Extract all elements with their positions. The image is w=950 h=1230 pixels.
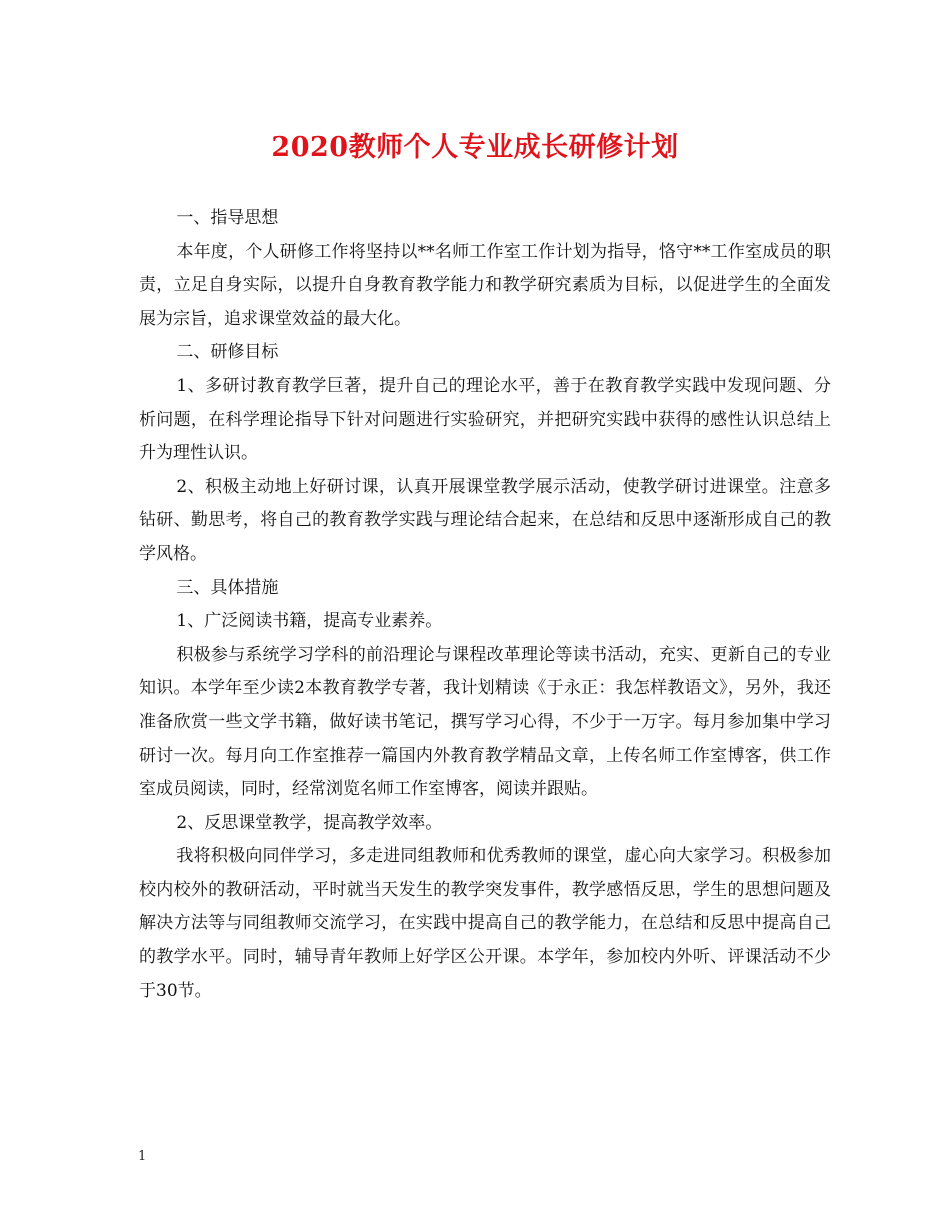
subheading-measure-2: 2、反思课堂教学，提高教学效率。 [176,812,443,833]
paragraph-measure-2: 我将积极向同伴学习，多走进同组教师和优秀教师的课堂，虚心向大家学习。积极参加校内校外的教研活动，平时就当天发生的教学突发事件，教学感悟反思，学生的思想问题及解决方法等与同组教师交流学习，在实践中提高自己的教学能力，在总结和反思中提高自己的教学水平。同时，辅导青年教师上好学区公开课。本学年，参加校内外听、评课活动不少于30节。 [139,846,831,1001]
section-heading-study-goals: 二、研修目标 [176,342,279,363]
paragraph-goal-2: 2、积极主动地上好研讨课，认真开展课堂教学展示活动，使教学研讨进课堂。注意多钻研、勤思考，将自己的教育教学实践与理论结合起来，在总结和反思中逐渐形成自己的教学风格。 [139,476,831,564]
page-number: 1 [138,1149,147,1164]
document-body [139,202,831,1008]
subheading-measure-1: 1、广泛阅读书籍，提高专业素养。 [176,611,443,632]
paragraph-goal-1: 1、多研讨教育教学巨著，提升自己的理论水平，善于在教育教学实践中发现问题、分析问题，在科学理论指导下针对问题进行实验研究，并把研究实践中获得的感性认识总结上升为理性认识。 [139,375,831,464]
document-title: 2020教师个人专业成长研修计划 [271,132,679,163]
section-heading-guiding-ideology: 一、指导思想 [176,208,279,228]
paragraph-measure-1: 积极参与系统学习学科的前沿理论与课程改革理论等读书活动，充实、更新自己的专业知识。本学年至少读2本教育教学专著，我计划精读《于永正：我怎样教语文》，另外，我还准备欣赏一些文学书籍，做好读书笔记，撰写学习心得，不少于一万字。每月参加集中学习研讨一次。每月向工作室推荐一篇国内外教育教学精品文章，上传名师工作室博客，供工作室成员阅读，同时，经常浏览名师工作室博客，阅读并跟贴。 [139,644,831,800]
section-heading-specific-measures: 三、具体措施 [176,577,279,598]
paragraph-guiding-ideology: 本年度，个人研修工作将坚持以**名师工作室工作计划为指导，恪守**工作室成员的职责，立足自身实际，以提升自身教育教学能力和教学研究素质为目标，以促进学生的全面发展为宗旨，追求课堂效益的最大化。 [139,241,831,329]
